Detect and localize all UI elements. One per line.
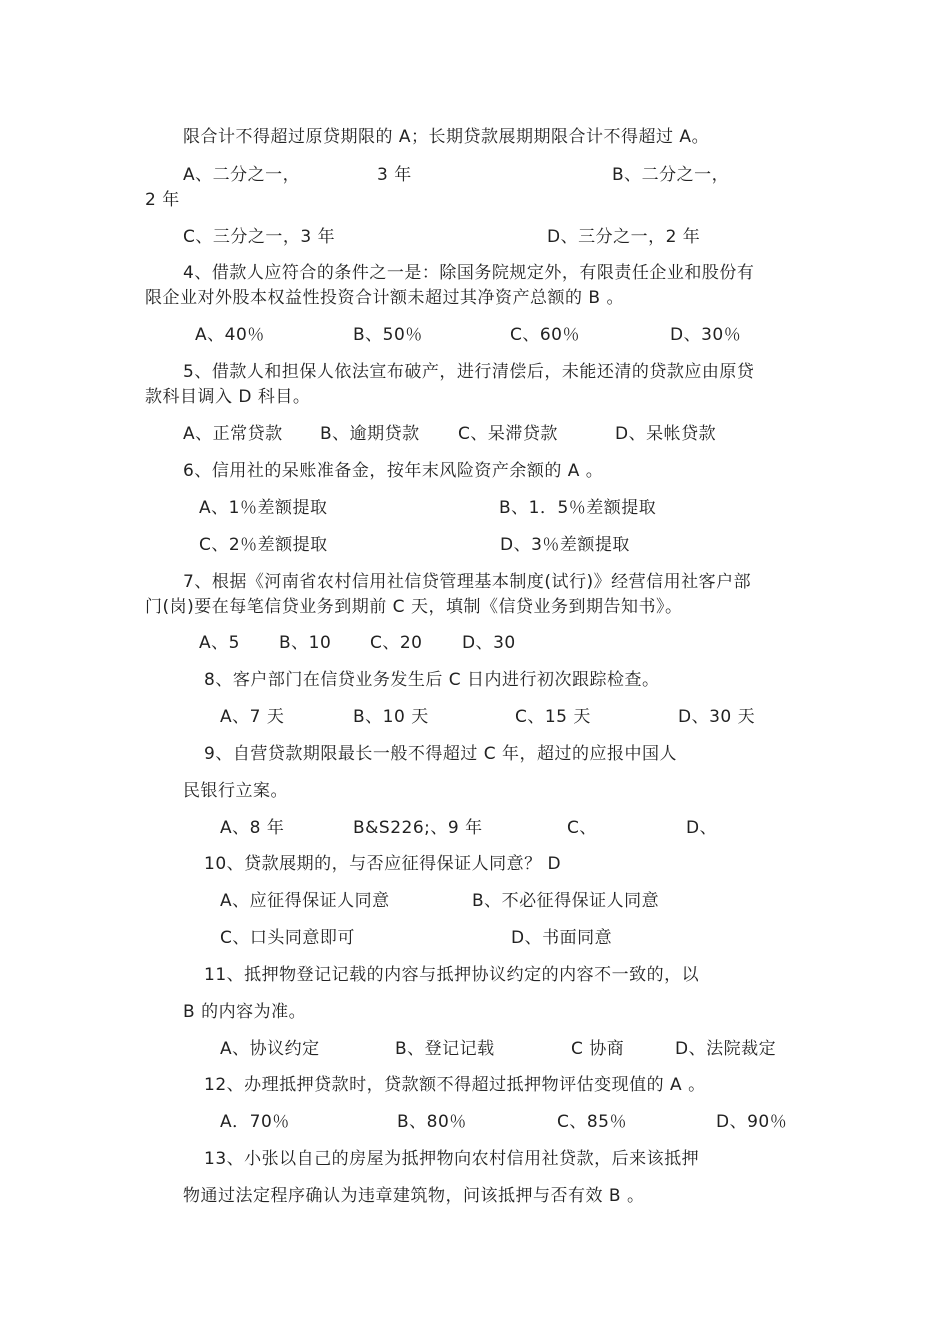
- option-c: C、85％: [557, 1112, 628, 1132]
- option-a: A、40％: [195, 325, 265, 345]
- option-b: B、80％: [397, 1112, 467, 1132]
- question-5-cont: 款科目调入 D 科目。: [145, 387, 311, 407]
- option-a: A、二分之一，: [183, 165, 301, 185]
- option-d: D、30: [462, 633, 516, 653]
- text-line: 2 年: [145, 190, 180, 210]
- option-a: A、8 年: [220, 818, 285, 838]
- option-c: C、三分之一，3 年: [183, 227, 336, 247]
- option-c: C、60％: [510, 325, 581, 345]
- question-9-cont: 民银行立案。: [183, 781, 288, 801]
- option-b: B、1．5％差额提取: [499, 498, 657, 518]
- question-4: 4、借款人应符合的条件之一是：除国务院规定外，有限责任企业和股份有: [183, 263, 755, 283]
- option-d: D、: [686, 818, 718, 838]
- question-7-cont: 门(岗)要在每笔信贷业务到期前 C 天，填制《信贷业务到期告知书》。: [145, 597, 683, 617]
- text-line: 限合计不得超过原贷期限的 A；长期贷款展期期限合计不得超过 A。: [183, 127, 710, 147]
- option-c: C、15 天: [515, 707, 591, 727]
- question-6: 6、信用社的呆账准备金，按年末风险资产余额的 A 。: [183, 461, 604, 481]
- option-a: A、协议约定: [220, 1039, 320, 1059]
- option-b: B、逾期贷款: [320, 424, 420, 444]
- option-b: B、10 天: [353, 707, 429, 727]
- option-d: D、30％: [670, 325, 742, 345]
- option-b: B、二分之一，: [612, 165, 730, 185]
- option-c: C、20: [370, 633, 423, 653]
- text-line: 3 年: [377, 165, 412, 185]
- option-c: C 协商: [571, 1039, 625, 1059]
- question-12: 12、办理抵押贷款时，贷款额不得超过抵押物评估变现值的 A 。: [204, 1075, 706, 1095]
- option-a: A、7 天: [220, 707, 285, 727]
- option-a: A、正常贷款: [183, 424, 283, 444]
- option-c: C、呆滞贷款: [458, 424, 558, 444]
- option-b: B、50％: [353, 325, 423, 345]
- option-a: A．70％: [220, 1112, 290, 1132]
- question-7: 7、根据《河南省农村信用社信贷管理基本制度(试行)》经营信用社客户部: [183, 572, 752, 592]
- option-b: B、不必征得保证人同意: [472, 891, 660, 911]
- option-a: A、1％差额提取: [199, 498, 328, 518]
- option-a: A、5: [199, 633, 240, 653]
- question-11: 11、抵押物登记记载的内容与抵押协议约定的内容不一致的，以: [204, 965, 700, 985]
- option-c: C、口头同意即可: [220, 928, 355, 948]
- question-9: 9、自营贷款期限最长一般不得超过 C 年，超过的应报中国人: [204, 744, 677, 764]
- question-8: 8、客户部门在信贷业务发生后 C 日内进行初次跟踪检查。: [204, 670, 660, 690]
- option-d: D、30 天: [678, 707, 756, 727]
- option-b: B、登记记载: [395, 1039, 495, 1059]
- option-c: C、2％差额提取: [199, 535, 328, 555]
- question-10: 10、贷款展期的，与否应征得保证人同意？ D: [204, 854, 562, 874]
- option-d: D、三分之一，2 年: [547, 227, 701, 247]
- option-d: D、呆帐贷款: [615, 424, 717, 444]
- option-c: C、: [567, 818, 597, 838]
- option-b: B、10: [279, 633, 332, 653]
- question-4-cont: 限企业对外股本权益性投资合计额未超过其净资产总额的 B 。: [145, 288, 624, 308]
- option-a: A、应征得保证人同意: [220, 891, 390, 911]
- question-5: 5、借款人和担保人依法宣布破产，进行清偿后，未能还清的贷款应由原贷: [183, 362, 755, 382]
- option-d: D、3％差额提取: [500, 535, 630, 555]
- option-d: D、法院裁定: [675, 1039, 777, 1059]
- question-13: 13、小张以自己的房屋为抵押物向农村信用社贷款，后来该抵押: [204, 1149, 700, 1169]
- option-d: D、90％: [716, 1112, 788, 1132]
- question-11-cont: B 的内容为准。: [183, 1002, 307, 1022]
- option-d: D、书面同意: [511, 928, 613, 948]
- option-b: B&S226;、9 年: [353, 818, 483, 838]
- question-13-cont: 物通过法定程序确认为违章建筑物，问该抵押与否有效 B 。: [183, 1186, 645, 1206]
